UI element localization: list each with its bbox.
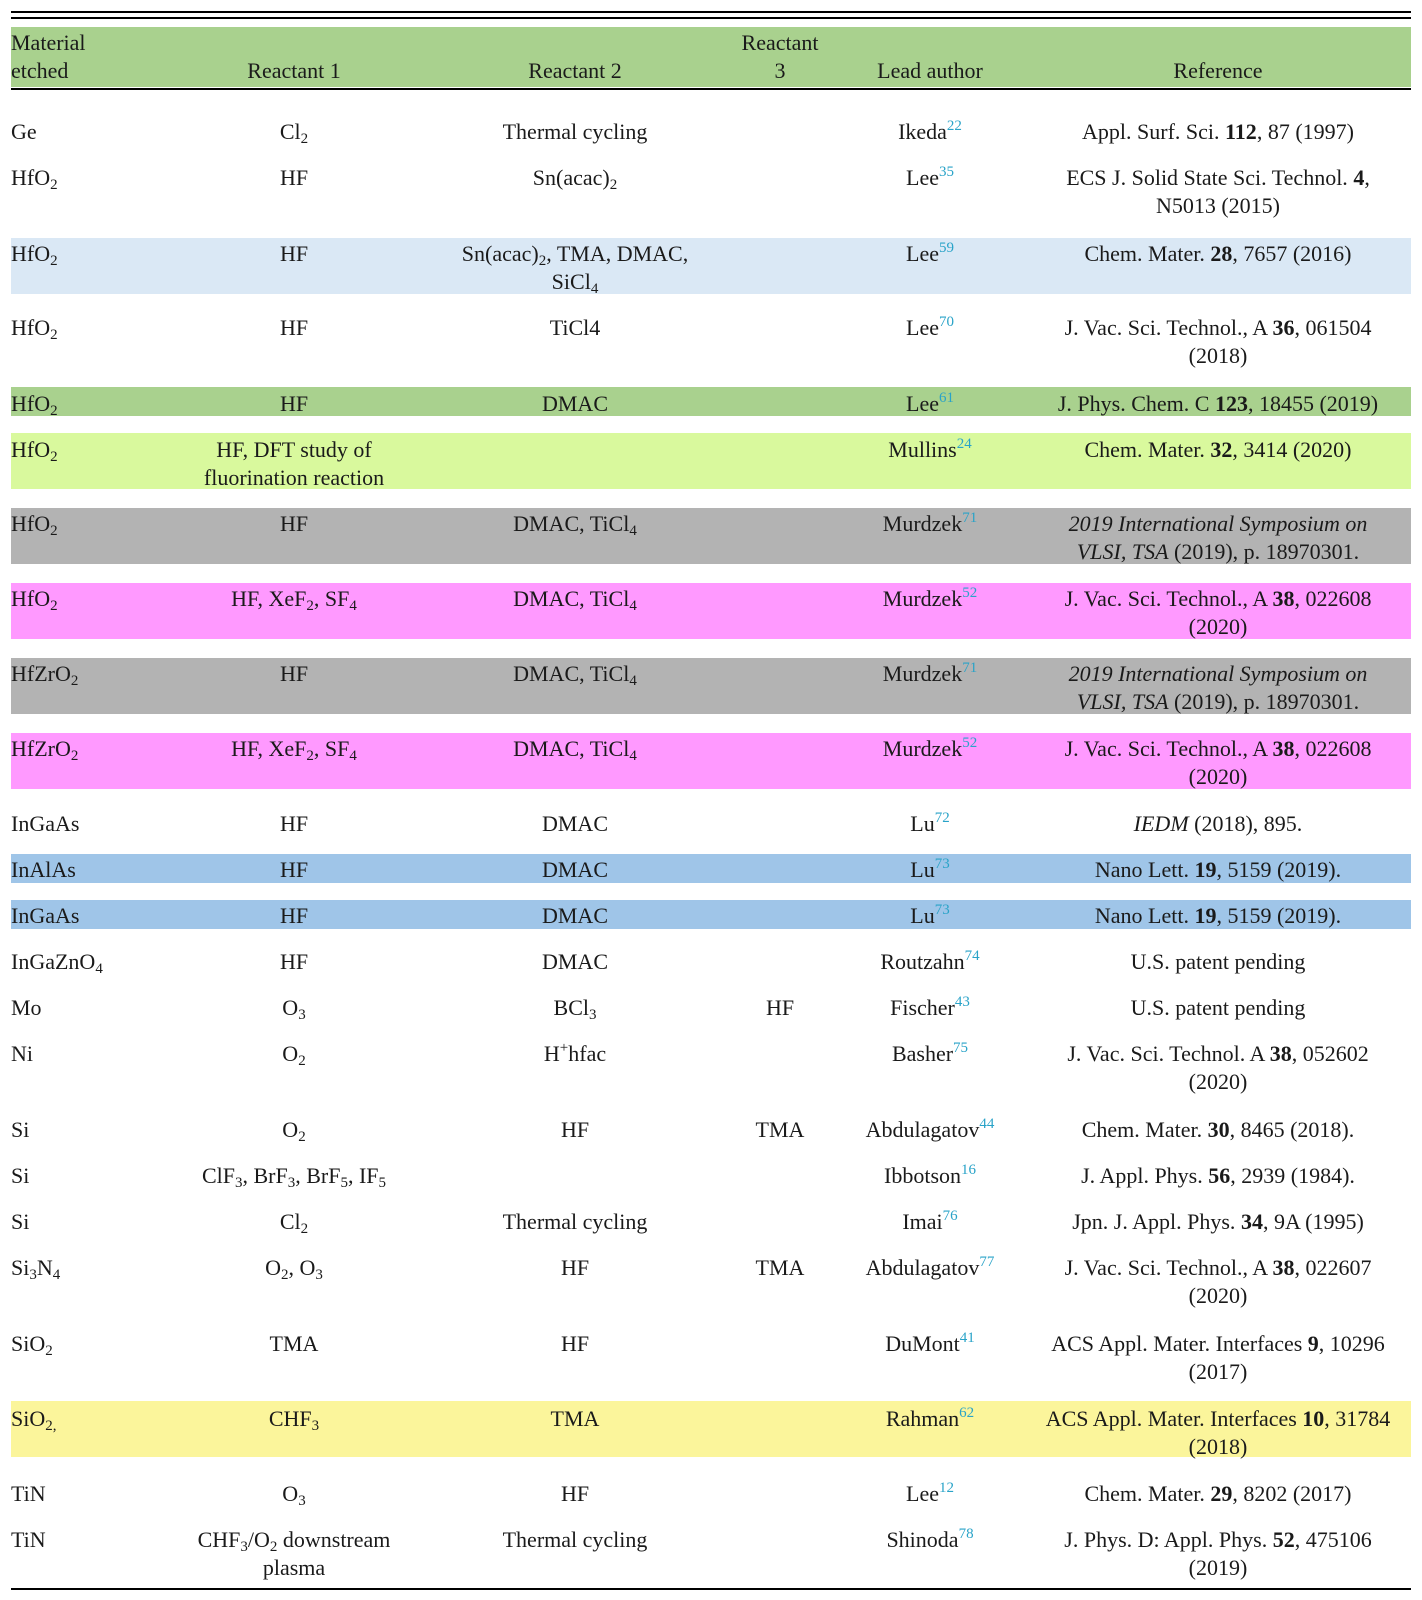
cell-material: SiO$_2$: [11, 1331, 53, 1359]
cell-reference: Appl. Surf. Sci. 112, 87 (1997): [1082, 119, 1354, 144]
cell-material: InGaAs: [11, 903, 80, 928]
cell-reactant2: DMAC, TiCl$_4$: [513, 661, 637, 689]
cell-reactant1: HF: [279, 241, 309, 266]
cell-lead-author: Lu$^{72}$: [910, 810, 950, 836]
cell-reactant2: DMAC, TiCl$_4$: [513, 511, 637, 539]
cell-reference: J. Vac. Sci. Technol. A 38, 052602 (2020): [1067, 1041, 1369, 1094]
cell-reactant1: HF: [279, 315, 309, 340]
header-reactant2: Reactant 2: [528, 58, 622, 83]
cell-reference: J. Vac. Sci. Technol., A 36, 061504 (2018): [1064, 315, 1372, 368]
cell-material: HfO$_2$: [11, 241, 58, 269]
cell-lead-author: Routzahn$^{74}$: [880, 948, 980, 974]
cell-reactant1: $O_2$: [282, 1117, 306, 1145]
cell-reactant2: DMAC: [541, 857, 608, 882]
cell-reactant2: HF: [560, 1481, 590, 1506]
cell-lead-author: Lee$^{12}$: [906, 1480, 954, 1506]
cell-reactant1: ClF$_3$, BrF$_3$, BrF$_5$, $IF_5$: [201, 1163, 387, 1191]
cell-lead-author: Mullins$^{24}$: [888, 436, 972, 462]
cell-reactant1: $CHF_3$: [268, 1406, 320, 1434]
cell-reactant1: $Cl_2$: [279, 1209, 309, 1237]
citation-link[interactable]: 73: [934, 902, 950, 918]
cell-material: Si: [11, 1163, 30, 1188]
cell-reference: Chem. Mater. 32, 3414 (2020): [1084, 437, 1352, 462]
header-reference: Reference: [1173, 58, 1263, 83]
cell-material: Mo: [11, 995, 42, 1020]
cell-reactant1: TMA: [269, 1331, 319, 1356]
cell-reactant2: TiCl4: [549, 315, 601, 340]
header-lead-author: Lead author: [877, 58, 983, 83]
citation-link[interactable]: 52: [962, 735, 978, 751]
cell-lead-author: Imai$^{76}$: [902, 1208, 958, 1234]
cell-reactant1: $O_2$, $O_3$: [265, 1255, 323, 1283]
cell-material: TiN: [11, 1481, 46, 1506]
cell-lead-author: Ibbotson$^{16}$: [884, 1162, 976, 1188]
cell-lead-author: Murdzek$^{52}$: [882, 735, 978, 761]
cell-lead-author: Lee$^{59}$: [906, 240, 954, 266]
cell-reactant1: HF: [279, 949, 309, 974]
cell-reactant2: DMAC: [541, 903, 608, 928]
cell-reactant1: $O_2$: [282, 1041, 306, 1069]
cell-reactant2: HF: [560, 1255, 590, 1280]
citation-link[interactable]: 74: [964, 948, 980, 964]
cell-reference: J. Vac. Sci. Technol., A 38, 022608 (2020): [1064, 736, 1372, 789]
cell-reference: J. Phys. Chem. C 123, 18455 (2019): [1057, 391, 1379, 416]
cell-lead-author: Murdzek$^{71}$: [882, 510, 978, 536]
bottom-rule: [11, 1588, 1411, 1590]
cell-material: HfO$_2$: [11, 586, 58, 614]
citation-link[interactable]: 22: [946, 118, 962, 134]
citation-link[interactable]: 61: [938, 390, 954, 406]
cell-reference: Chem. Mater. 28, 7657 (2016): [1084, 241, 1352, 266]
citation-link[interactable]: 77: [979, 1254, 995, 1270]
cell-reactant2: TMA: [550, 1406, 600, 1431]
citation-link[interactable]: 78: [958, 1526, 974, 1542]
cell-reference: ACS Appl. Mater. Interfaces 10, 31784 (2018): [1045, 1406, 1391, 1459]
cell-lead-author: Murdzek$^{71}$: [882, 660, 978, 686]
cell-lead-author: Rahman$^{62}$: [885, 1405, 975, 1431]
cell-reactant1: HF, DFT study of fluorination reaction: [203, 437, 385, 490]
cell-reference: Nano Lett. 19, 5159 (2019).: [1094, 903, 1342, 928]
cell-reactant2: $Sn(acac)_2$: [532, 165, 618, 193]
cell-reactant1: HF: [279, 391, 309, 416]
cell-material: Ni: [11, 1041, 33, 1066]
cell-lead-author: Ikeda$^{22}$: [898, 118, 962, 144]
citation-link[interactable]: 75: [953, 1040, 969, 1056]
cell-reactant3: TMA: [755, 1255, 805, 1280]
citation-link[interactable]: 71: [962, 660, 978, 676]
cell-material: SiO$_{2,}$: [11, 1406, 57, 1434]
cell-reactant1: $O_3$: [282, 1481, 306, 1509]
header-reactant3: Reactant 3: [741, 30, 819, 83]
cell-material: Si: [11, 1117, 30, 1142]
cell-reactant2: DMAC, TiCl$_4$: [513, 586, 637, 614]
cell-lead-author: Abdulagatov$^{77}$: [865, 1254, 995, 1280]
cell-material: HfO$_2$: [11, 437, 58, 465]
cell-reactant3: TMA: [755, 1117, 805, 1142]
cell-reactant2: BCl$_3$: [553, 995, 597, 1023]
cell-reactant1: HF: [279, 903, 309, 928]
cell-reference: Jpn. J. Appl. Phys. 34, 9A (1995): [1072, 1209, 1364, 1234]
cell-lead-author: Lee$^{70}$: [906, 314, 954, 340]
cell-reference: Chem. Mater. 30, 8465 (2018).: [1081, 1117, 1355, 1142]
citation-link[interactable]: 43: [954, 994, 970, 1010]
cell-reactant2: DMAC: [541, 949, 608, 974]
cell-reference: U.S. patent pending: [1130, 949, 1306, 974]
cell-reactant1: $Cl_2$: [279, 119, 309, 147]
cell-material: Ge: [11, 119, 37, 144]
cell-reference: ACS Appl. Mater. Interfaces 9, 10296 (2017): [1051, 1331, 1385, 1384]
cell-reactant1: HF, XeF$_2$, $SF_4$: [231, 736, 357, 764]
cell-reference: 2019 International Symposium on VLSI, TSA (2019), p. 18970301.: [1068, 661, 1368, 714]
cell-reactant3: HF: [765, 995, 795, 1020]
cell-reference: 2019 International Symposium on VLSI, TSA (2019), p. 18970301.: [1068, 511, 1368, 564]
cell-reactant2: HF: [560, 1331, 590, 1356]
cell-material: InGaAs: [11, 811, 80, 836]
citation-link[interactable]: 73: [934, 856, 950, 872]
cell-lead-author: Lu$^{73}$: [910, 856, 950, 882]
cell-reference: Chem. Mater. 29, 8202 (2017): [1084, 1481, 1352, 1506]
cell-reference: U.S. patent pending: [1130, 995, 1306, 1020]
cell-lead-author: Basher$^{75}$: [891, 1040, 969, 1066]
citation-link[interactable]: 24: [956, 436, 972, 452]
cell-reference: ECS J. Solid State Sci. Technol. 4, N5013 (2015): [1066, 165, 1370, 218]
cell-reactant1: HF: [279, 511, 309, 536]
citation-link[interactable]: 70: [938, 314, 954, 330]
cell-reactant2: DMAC: [541, 391, 608, 416]
cell-lead-author: DuMont$^{41}$: [885, 1330, 975, 1356]
citation-link[interactable]: 62: [959, 1405, 975, 1421]
cell-reactant2: Thermal cycling: [502, 1527, 648, 1552]
citation-link[interactable]: 72: [934, 810, 950, 826]
citation-link[interactable]: 16: [961, 1162, 976, 1178]
cell-lead-author: Shinoda$^{78}$: [886, 1526, 974, 1552]
cell-reactant1: HF: [279, 857, 309, 882]
citation-link[interactable]: 12: [938, 1480, 954, 1496]
cell-reactant1: HF, XeF$_2$, $SF_4$: [231, 586, 357, 614]
cell-reactant2: HF: [560, 1117, 590, 1142]
cell-reference: IEDM (2018), 895.: [1133, 811, 1303, 836]
cell-reactant2: DMAC, TiCl$_4$: [513, 736, 637, 764]
cell-lead-author: Lee$^{61}$: [906, 390, 954, 416]
cell-material: HfZrO$_2$: [11, 661, 79, 689]
cell-reactant2: DMAC: [541, 811, 608, 836]
citation-link[interactable]: 52: [962, 585, 978, 601]
cell-material: InAlAs: [11, 857, 76, 882]
cell-reference: J. Vac. Sci. Technol., A 38, 022607 (2020): [1064, 1255, 1372, 1308]
header-rule: [11, 88, 1411, 90]
header-reactant1: Reactant 1: [247, 58, 341, 83]
citation-link[interactable]: 71: [962, 510, 978, 526]
citation-link[interactable]: 76: [942, 1208, 958, 1224]
cell-material: HfO$_2$: [11, 391, 58, 419]
cell-reference: J. Vac. Sci. Technol., A 38, 022608 (2020): [1064, 586, 1372, 639]
cell-reactant2: $Sn(acac)_2$, TMA, DMAC, SiCl$_4$: [461, 241, 689, 297]
cell-reference: J. Phys. D: Appl. Phys. 52, 475106 (2019): [1064, 1527, 1372, 1580]
cell-material: InGaZnO$_4$: [11, 949, 103, 977]
cell-lead-author: Lee$^{35}$: [906, 164, 954, 190]
cell-reactant1: $CHF_3/O_2$ downstream plasma: [197, 1527, 391, 1580]
cell-reactant1: HF: [279, 661, 309, 686]
citation-link[interactable]: 35: [938, 164, 954, 180]
cell-reference: J. Appl. Phys. 56, 2939 (1984).: [1081, 1163, 1355, 1188]
cell-lead-author: Fischer$^{43}$: [890, 994, 970, 1020]
cell-reactant1: HF: [279, 165, 309, 190]
cell-lead-author: Abdulagatov$^{44}$: [865, 1116, 995, 1142]
cell-reactant1: HF: [279, 811, 309, 836]
cell-material: $Si_3N_4$: [11, 1255, 61, 1283]
cell-material: HfO$_2$: [11, 315, 58, 343]
cell-lead-author: Lu$^{73}$: [910, 902, 950, 928]
cell-material: Si: [11, 1209, 30, 1234]
cell-material: TiN: [11, 1527, 46, 1552]
cell-reference: Nano Lett. 19, 5159 (2019).: [1094, 857, 1342, 882]
top-rule-1: [11, 11, 1411, 13]
cell-reactant2: H+hfac: [543, 1040, 607, 1066]
cell-reactant2: Thermal cycling: [502, 1209, 648, 1234]
cell-reactant1: $O_3$: [282, 995, 306, 1023]
citation-link[interactable]: 59: [938, 240, 954, 256]
cell-lead-author: Murdzek$^{52}$: [882, 585, 978, 611]
citation-link[interactable]: 41: [959, 1330, 975, 1346]
cell-material: HfO$_2$: [11, 165, 58, 193]
citation-link[interactable]: 44: [979, 1116, 995, 1132]
cell-material: HfO$_2$: [11, 511, 58, 539]
header-material: Material etched: [11, 30, 86, 83]
cell-material: HfZrO$_2$: [11, 736, 79, 764]
cell-reactant2: Thermal cycling: [502, 119, 648, 144]
top-rule-2: [11, 17, 1411, 19]
